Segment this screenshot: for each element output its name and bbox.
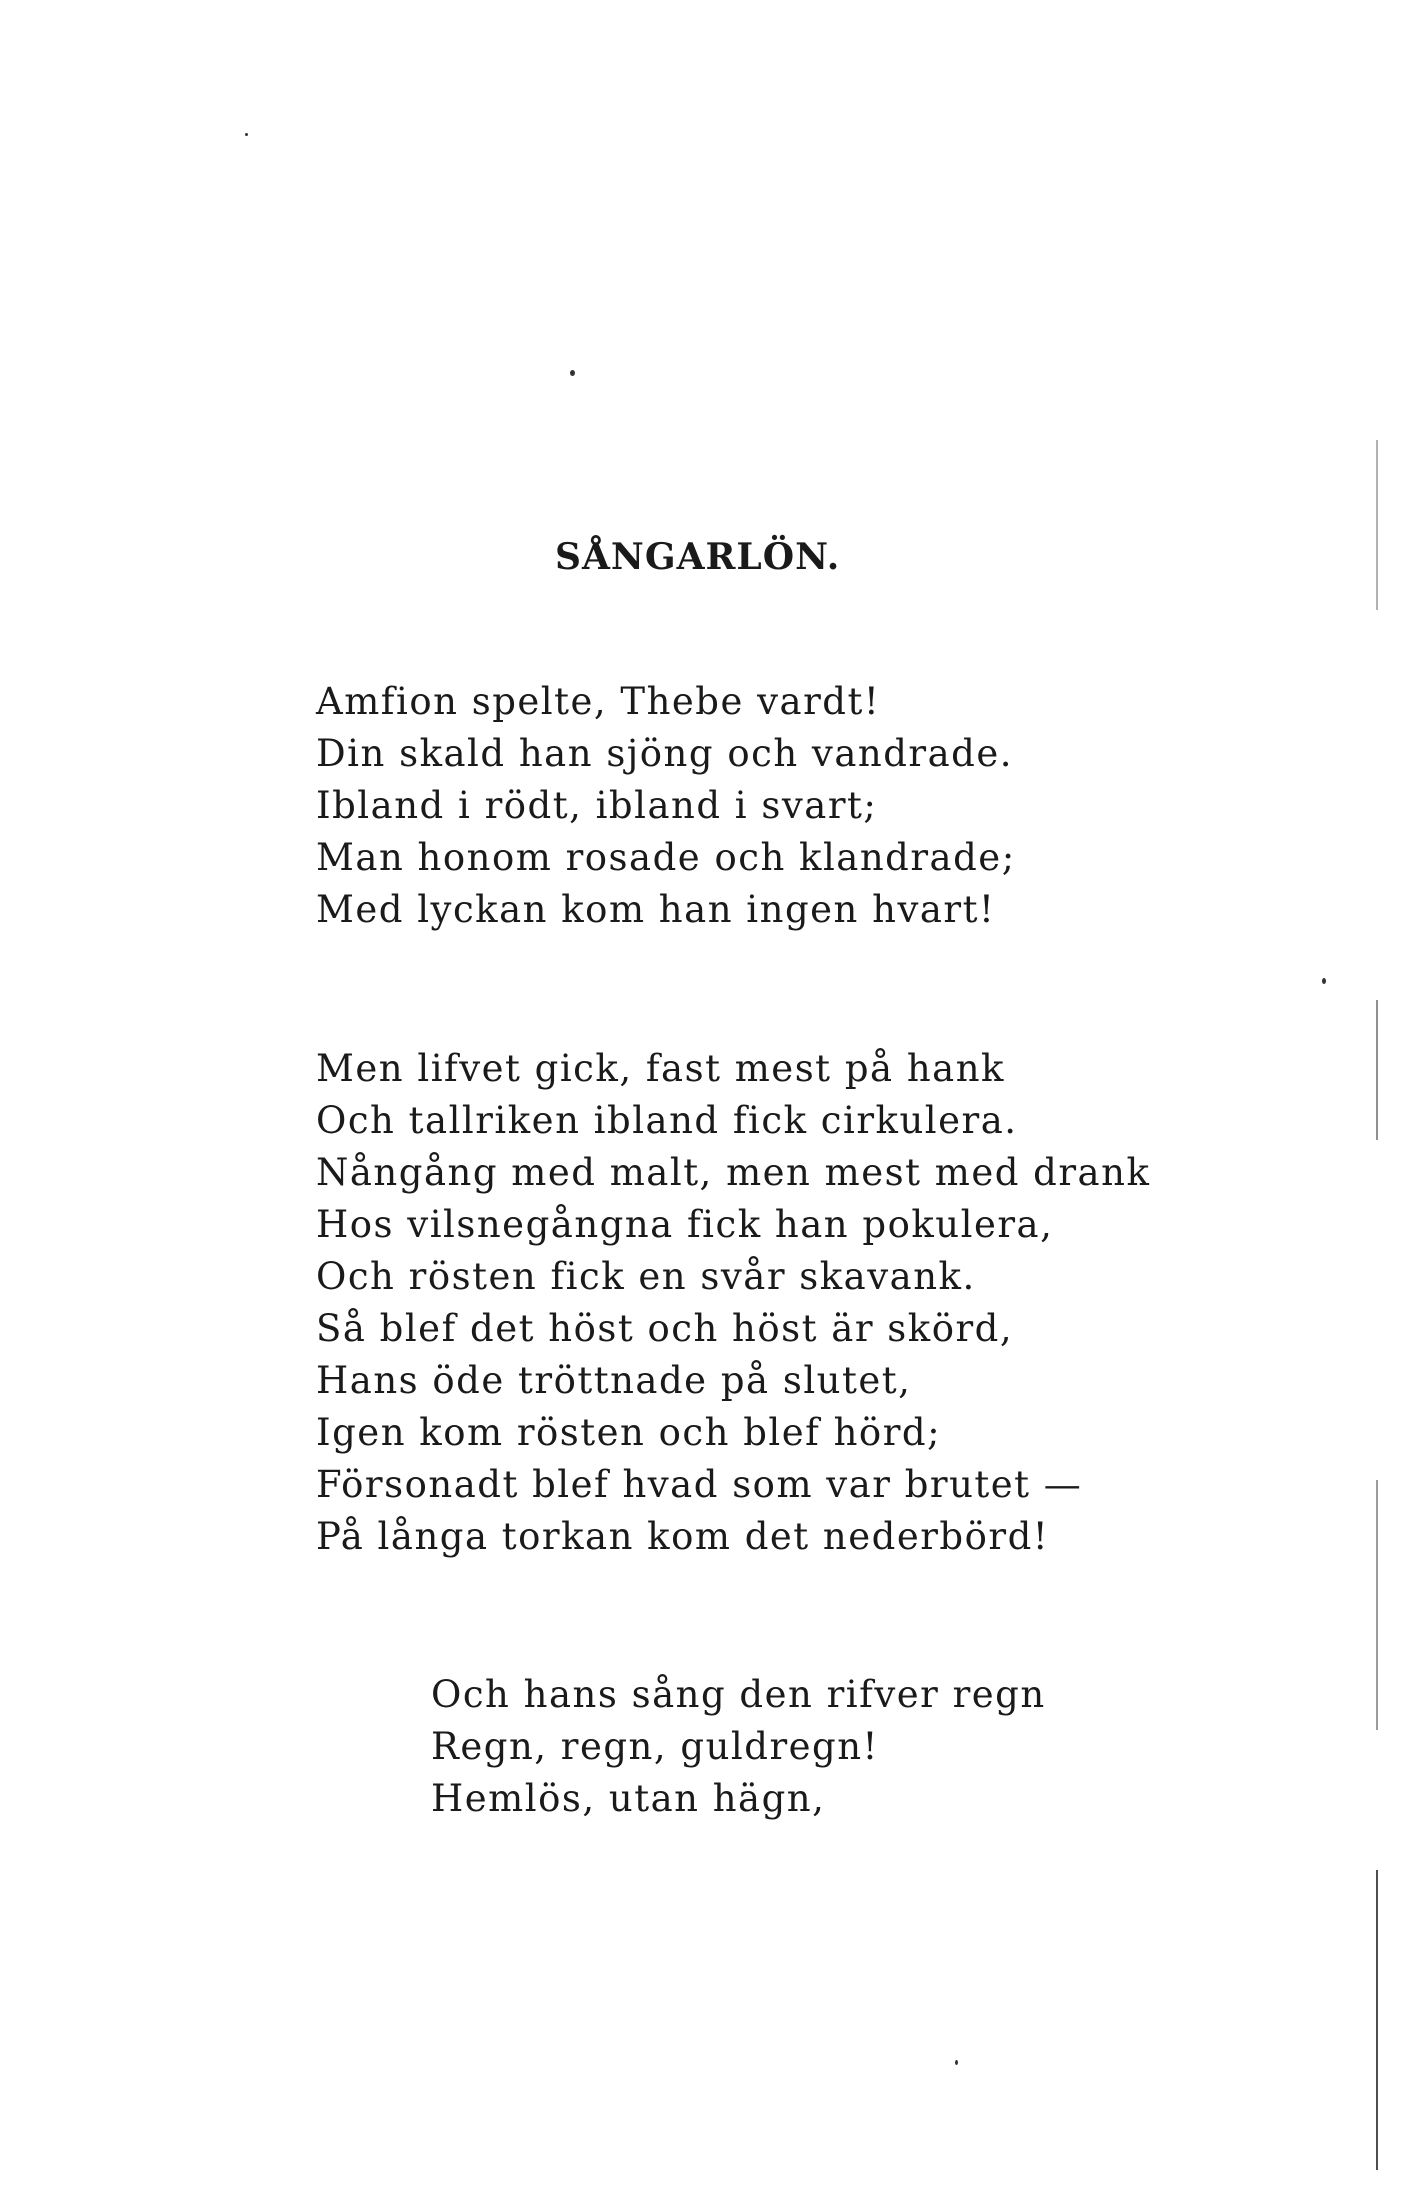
verse-line: Igen kom rösten och blef hörd; <box>316 1411 942 1454</box>
poem-title: SÅNGARLÖN. <box>555 536 841 578</box>
stanza-2 <box>316 1043 1150 1563</box>
scan-gutter-line <box>1376 1870 1378 2170</box>
verse-line: Men lifvet gick, fast mest på hank <box>316 1047 1005 1090</box>
scan-speck <box>245 133 248 136</box>
verse-line: På långa torkan kom det nederbörd! <box>316 1515 1050 1558</box>
verse-line: Och tallriken ibland fick cirkulera. <box>316 1099 1018 1142</box>
verse-line: Och rösten fick en svår skavank. <box>316 1255 976 1298</box>
verse-line: Regn, regn, guldregn! <box>431 1725 879 1768</box>
verse-line: Ibland i rödt, ibland i svart; <box>316 784 878 827</box>
verse-line: Din skald han sjöng och vandrade. <box>316 732 1013 775</box>
scan-speck <box>570 370 575 376</box>
stanza-1 <box>316 676 1016 936</box>
verse-line: Försonadt blef hvad som var brutet — <box>316 1463 1083 1506</box>
verse-line: Med lyckan kom han ingen hvart! <box>316 888 996 931</box>
verse-line: Nångång med malt, men mest med drank <box>316 1151 1151 1194</box>
verse-line: Amfion spelte, Thebe vardt! <box>316 680 881 723</box>
scan-gutter-line <box>1376 1000 1378 1140</box>
verse-line: Man honom rosade och klandrade; <box>316 836 1016 879</box>
scan-gutter-line <box>1376 1480 1378 1730</box>
scan-speck <box>1322 978 1326 984</box>
scan-gutter-line <box>1376 440 1378 610</box>
scan-speck <box>955 2060 958 2065</box>
verse-line: Så blef det höst och höst är skörd, <box>316 1307 1014 1350</box>
verse-line: Hans öde tröttnade på slutet, <box>316 1359 912 1402</box>
verse-line: Och hans sång den rifver regn <box>431 1673 1046 1716</box>
verse-line: Hemlös, utan hägn, <box>431 1777 826 1820</box>
stanza-3 <box>431 1669 1046 1825</box>
verse-line: Hos vilsnegångna fick han pokulera, <box>316 1203 1054 1246</box>
